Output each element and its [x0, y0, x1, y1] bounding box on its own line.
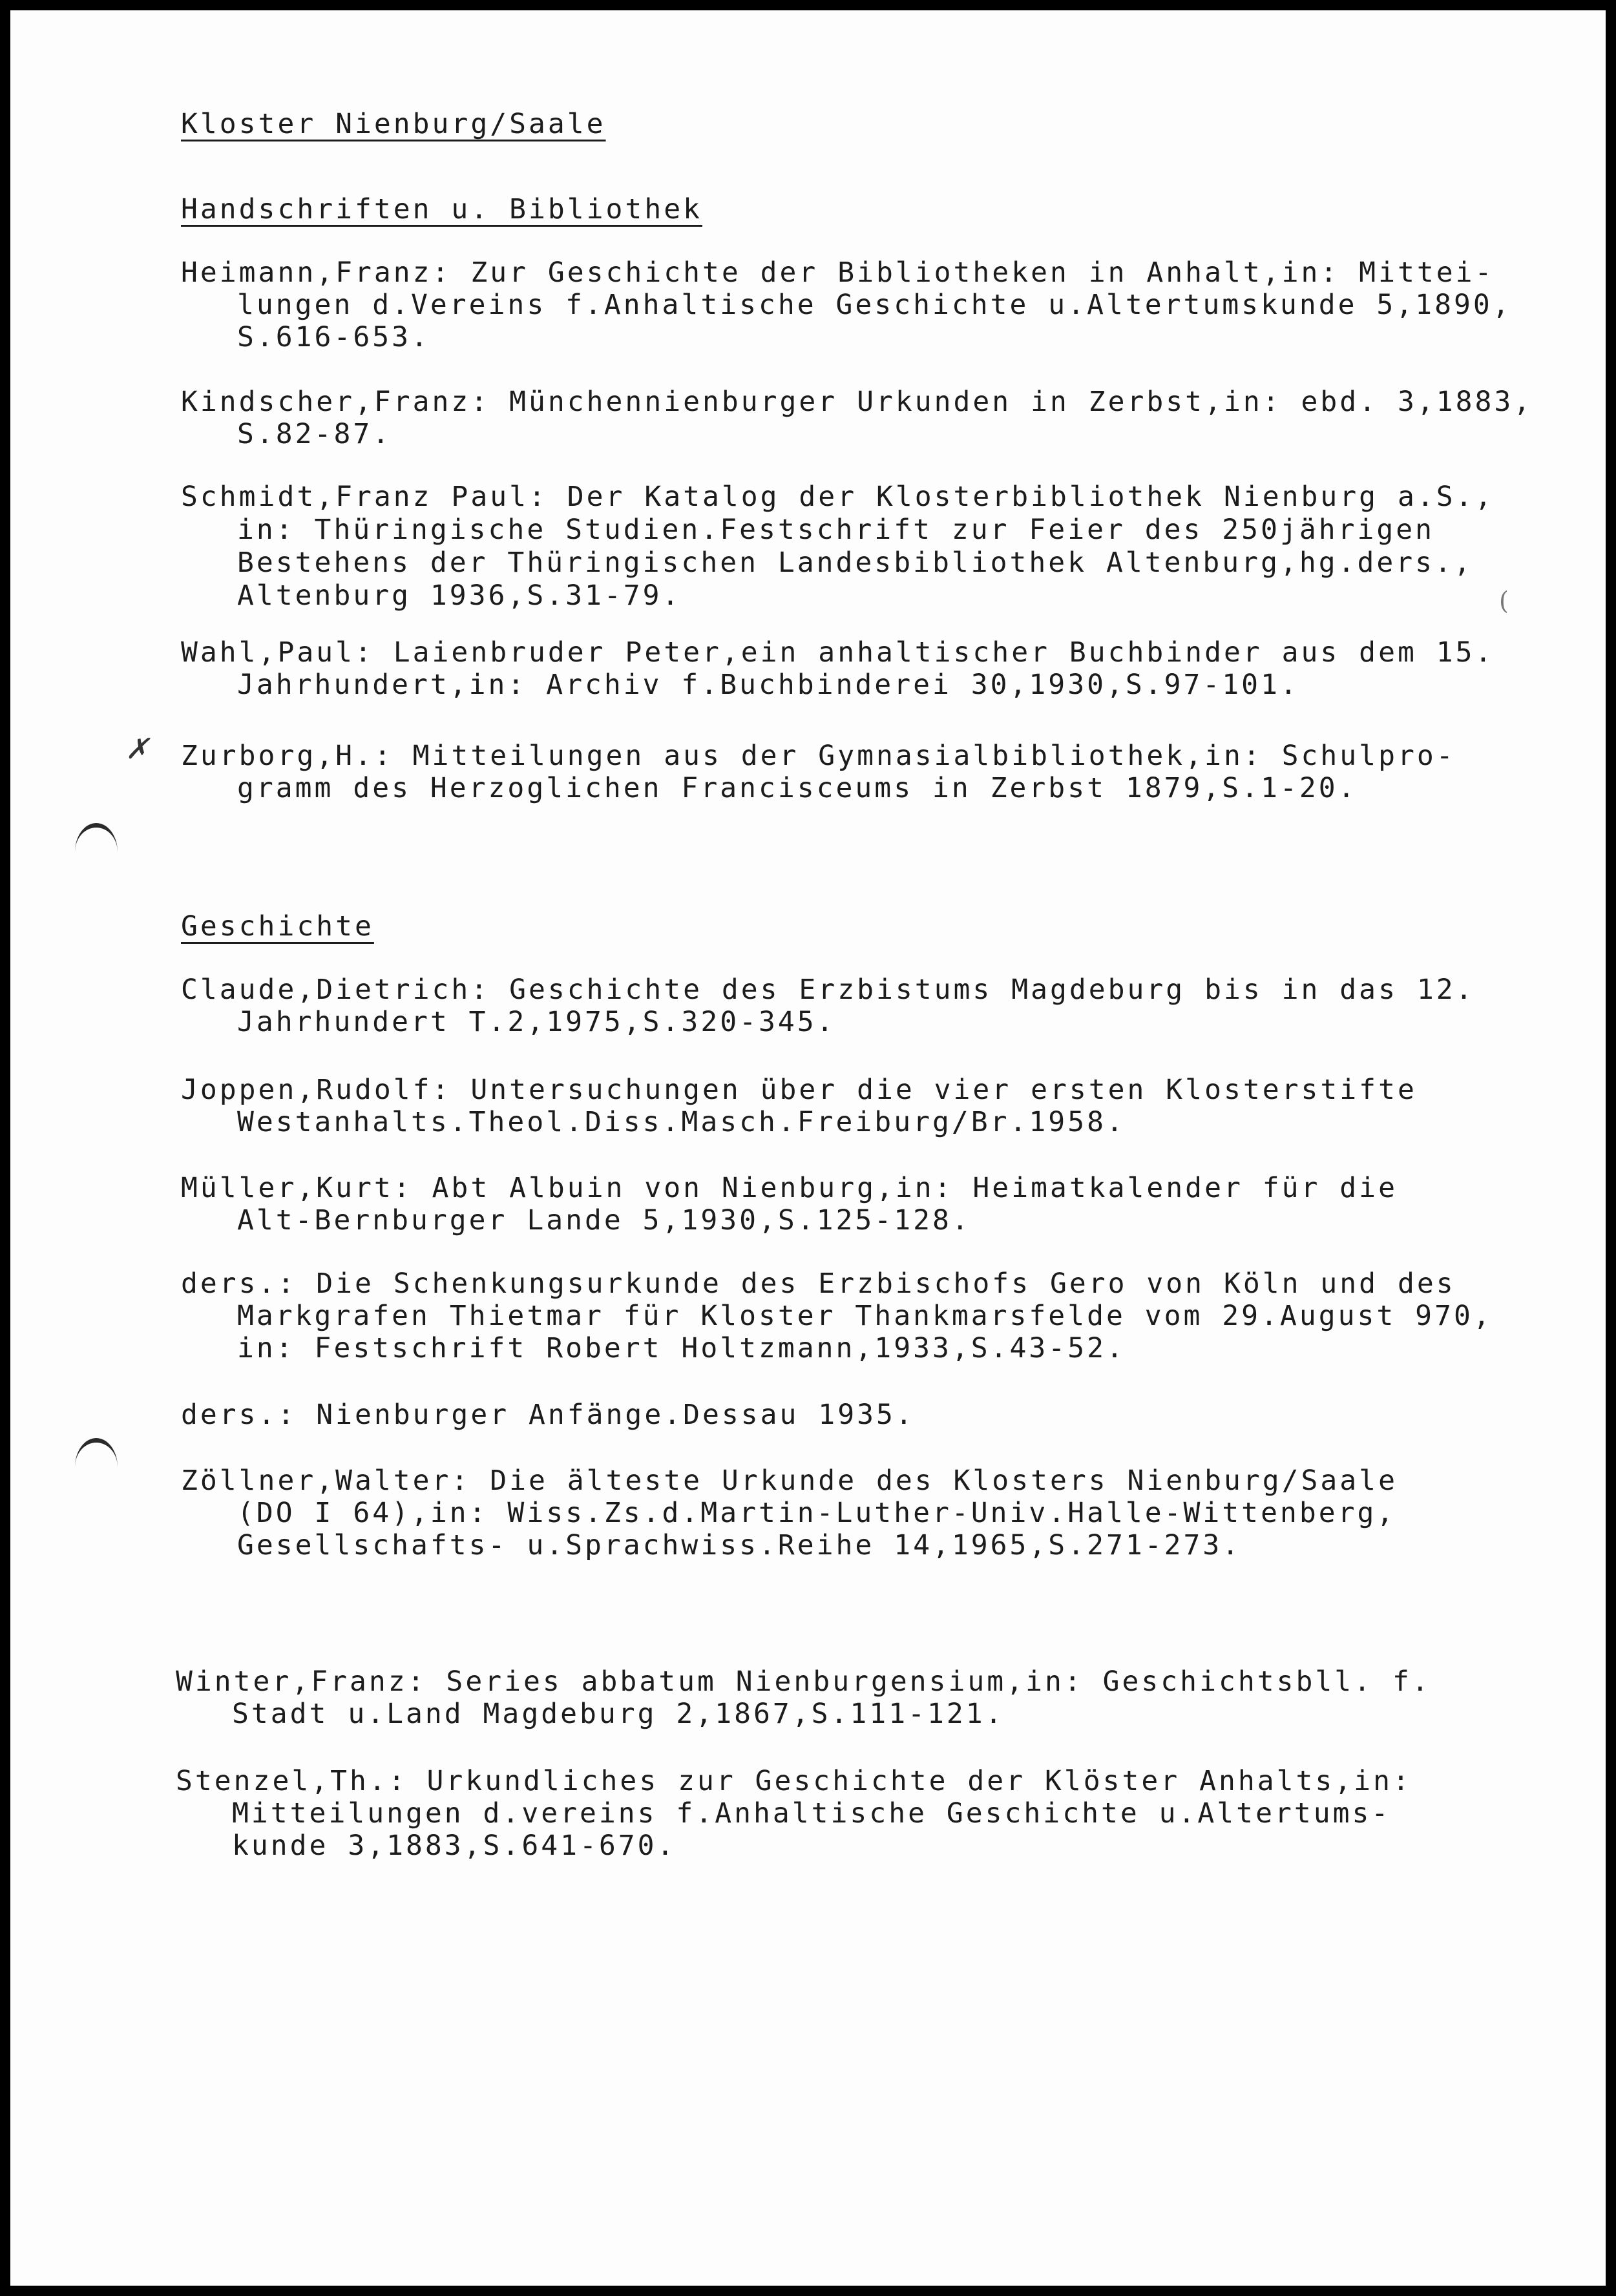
pencil-mark: ( [1499, 587, 1511, 615]
section-heading: Geschichte [181, 910, 374, 943]
punch-hole-mark [75, 823, 118, 852]
bibliography-entry-continuation: gramm des Herzoglichen Francisceums in Zerbst 1879,S.1-20. [237, 772, 1358, 804]
bibliography-entry: Zurborg,H.: Mitteilungen aus der Gymnasialbibliothek,in: Schulpro- [181, 740, 1456, 772]
bibliography-entry-continuation: kunde 3,1883,S.641-670. [232, 1830, 677, 1862]
bibliography-entry: Heimann,Franz: Zur Geschichte der Bibliotheken in Anhalt,in: Mittei- [181, 256, 1495, 289]
document-body [10, 10, 1606, 2286]
bibliography-entry-continuation: (DO I 64),in: Wiss.Zs.d.Martin-Luther-Univ.Halle-Wittenberg, [237, 1497, 1396, 1529]
bibliography-entry-continuation: in: Festschrift Robert Holtzmann,1933,S.43-52. [237, 1332, 1126, 1364]
bibliography-entry-continuation: Jahrhundert,in: Archiv f.Buchbinderei 30,1930,S.97-101. [237, 669, 1299, 701]
bibliography-entry-continuation: Bestehens der Thüringischen Landesbibliothek Altenburg,hg.ders., [237, 547, 1473, 579]
bibliography-entry-continuation: Altenburg 1936,S.31-79. [237, 579, 682, 612]
bibliography-entry: Stenzel,Th.: Urkundliches zur Geschichte der Klöster Anhalts,in: [176, 1765, 1412, 1797]
page-title: Kloster Nienburg/Saale [181, 108, 606, 140]
bibliography-entry-continuation: Stadt u.Land Magdeburg 2,1867,S.111-121. [232, 1698, 1005, 1730]
document-page [10, 10, 1606, 2286]
bibliography-entry-continuation: in: Thüringische Studien.Festschrift zur Feier des 250jährigen [237, 514, 1435, 546]
bibliography-entry: Wahl,Paul: Laienbruder Peter,ein anhaltischer Buchbinder aus dem 15. [181, 636, 1495, 669]
bibliography-entry: ders.: Die Schenkungsurkunde des Erzbischofs Gero von Köln und des [181, 1268, 1456, 1300]
bibliography-entry: ders.: Nienburger Anfänge.Dessau 1935. [181, 1399, 915, 1431]
bibliography-entry-continuation: Gesellschafts- u.Sprachwiss.Reihe 14,1965,S.271-273. [237, 1529, 1242, 1561]
bibliography-entry: Schmidt,Franz Paul: Der Katalog der Klosterbibliothek Nienburg a.S., [181, 481, 1495, 513]
handwritten-check-mark: ✗ [125, 733, 152, 766]
bibliography-entry-continuation: S.616-653. [237, 321, 430, 353]
bibliography-entry: Zöllner,Walter: Die älteste Urkunde des Klosters Nienburg/Saale [181, 1465, 1398, 1497]
bibliography-entry-continuation: S.82-87. [237, 418, 392, 450]
bibliography-entry-continuation: Jahrhundert T.2,1975,S.320-345. [237, 1006, 836, 1038]
bibliography-entry: Müller,Kurt: Abt Albuin von Nienburg,in: Heimatkalender für die [181, 1172, 1398, 1204]
bibliography-entry-continuation: Markgrafen Thietmar für Kloster Thankmarsfelde vom 29.August 970, [237, 1300, 1493, 1332]
bibliography-entry-continuation: Mitteilungen d.vereins f.Anhaltische Geschichte u.Altertums- [232, 1797, 1391, 1830]
bibliography-entry-continuation: lungen d.Vereins f.Anhaltische Geschichte u.Altertumskunde 5,1890, [237, 289, 1512, 321]
bibliography-entry-continuation: Alt-Bernburger Lande 5,1930,S.125-128. [237, 1204, 971, 1237]
section-heading: Handschriften u. Bibliothek [181, 193, 702, 225]
bibliography-entry: Winter,Franz: Series abbatum Nienburgensium,in: Geschichtsbll. f. [176, 1665, 1431, 1698]
bibliography-entry-continuation: Westanhalts.Theol.Diss.Masch.Freiburg/Br.1958. [237, 1106, 1126, 1138]
punch-hole-mark [75, 1438, 118, 1467]
bibliography-entry: Kindscher,Franz: Münchennienburger Urkunden in Zerbst,in: ebd. 3,1883, [181, 386, 1533, 418]
bibliography-entry: Joppen,Rudolf: Untersuchungen über die vier ersten Klosterstifte [181, 1074, 1417, 1106]
bibliography-entry: Claude,Dietrich: Geschichte des Erzbistums Magdeburg bis in das 12. [181, 974, 1475, 1006]
